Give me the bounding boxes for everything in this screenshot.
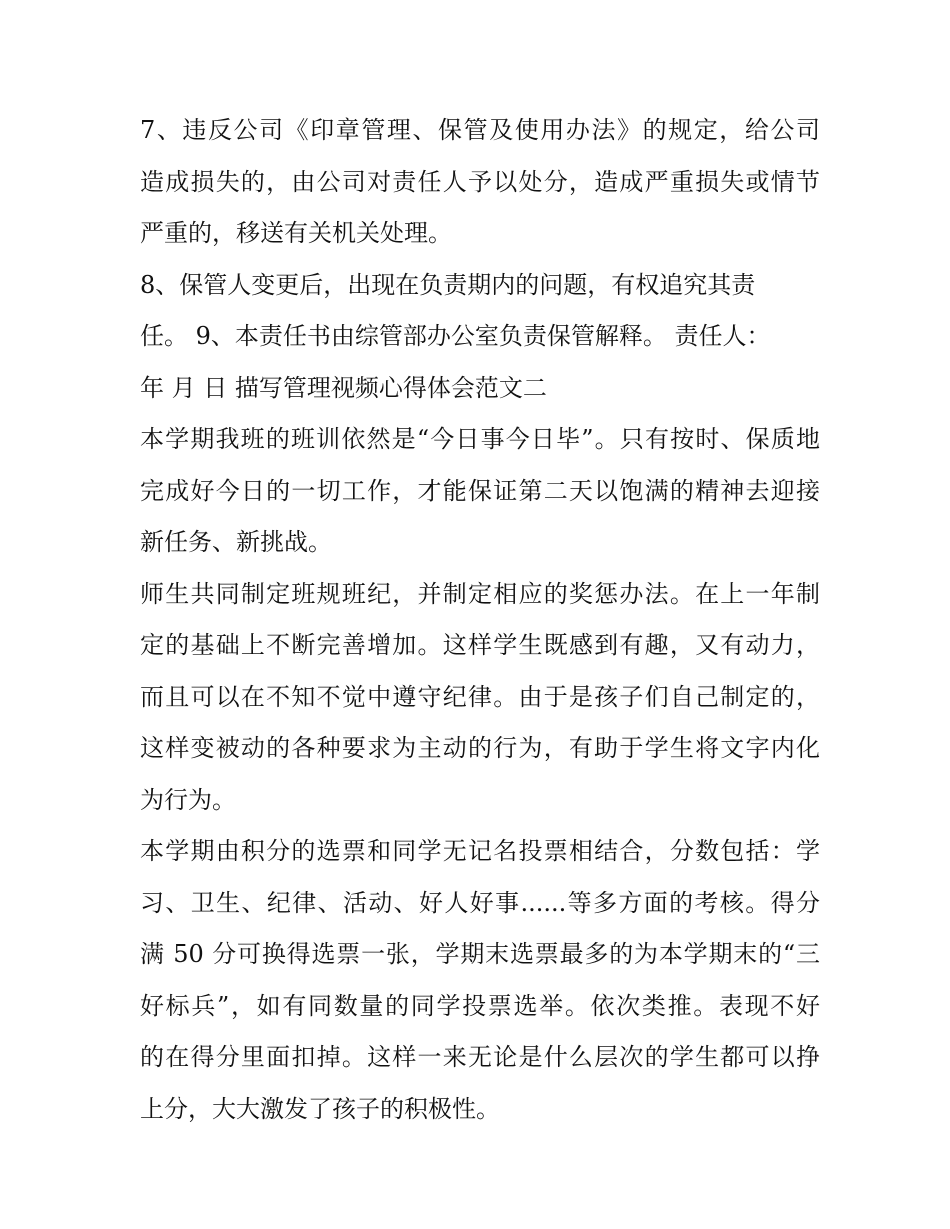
text-line: 为行为。 (140, 785, 236, 814)
text-line: 7、违反公司《印章管理、保管及使用办法》的规定，给公司 (140, 116, 820, 144)
text-line: 严重的，移送有关机关处理。 (140, 219, 452, 247)
text-line: 满 50 分可换得选票一张，学期末选票最多的为本学期末的“三 (140, 940, 820, 968)
text-line: 好标兵”，如有同数量的同学投票选举。依次类推。表现不好 (140, 991, 820, 1020)
text-line: 新任务、新挑战。 (140, 528, 332, 556)
text-line: 师生共同制定班规班纪，并制定相应的奖惩办法。在上一年制 (140, 579, 820, 608)
text-line: 年 月 日 描写管理视频心得体会范文二 (140, 373, 547, 402)
text-line: 本学期我班的班训依然是“今日事今日毕”。只有按时、保质地 (140, 425, 820, 453)
text-line: 而且可以在不知不觉中遵守纪律。由于是孩子们自己制定的， (140, 682, 820, 711)
text-line: 造成损失的，由公司对责任人予以处分，造成严重损失或情节 (140, 167, 820, 196)
text-line: 8、保管人变更后，出现在负责期内的问题，有权追究其责 (140, 270, 756, 299)
text-line: 这样变被动的各种要求为主动的行为，有助于学生将文字内化 (140, 734, 820, 762)
document-body (140, 105, 820, 1135)
text-line: 任。 9、本责任书由综管部办公室负责保管解释。 责任人： (140, 322, 771, 350)
text-line: 的在得分里面扣掉。这样一来无论是什么层次的学生都可以挣 (140, 1043, 820, 1071)
text-line: 完成好今日的一切工作，才能保证第二天以饱满的精神去迎接 (140, 476, 820, 505)
text-line: 习、卫生、纪律、活动、好人好事......等多方面的考核。得分 (140, 888, 820, 917)
text-line: 本学期由积分的选票和同学无记名投票相结合，分数包括：学 (140, 837, 820, 865)
text-line: 上分，大大激发了孩子的积极性。 (140, 1094, 500, 1123)
text-line: 定的基础上不断完善增加。这样学生既感到有趣，又有动力， (140, 631, 820, 659)
